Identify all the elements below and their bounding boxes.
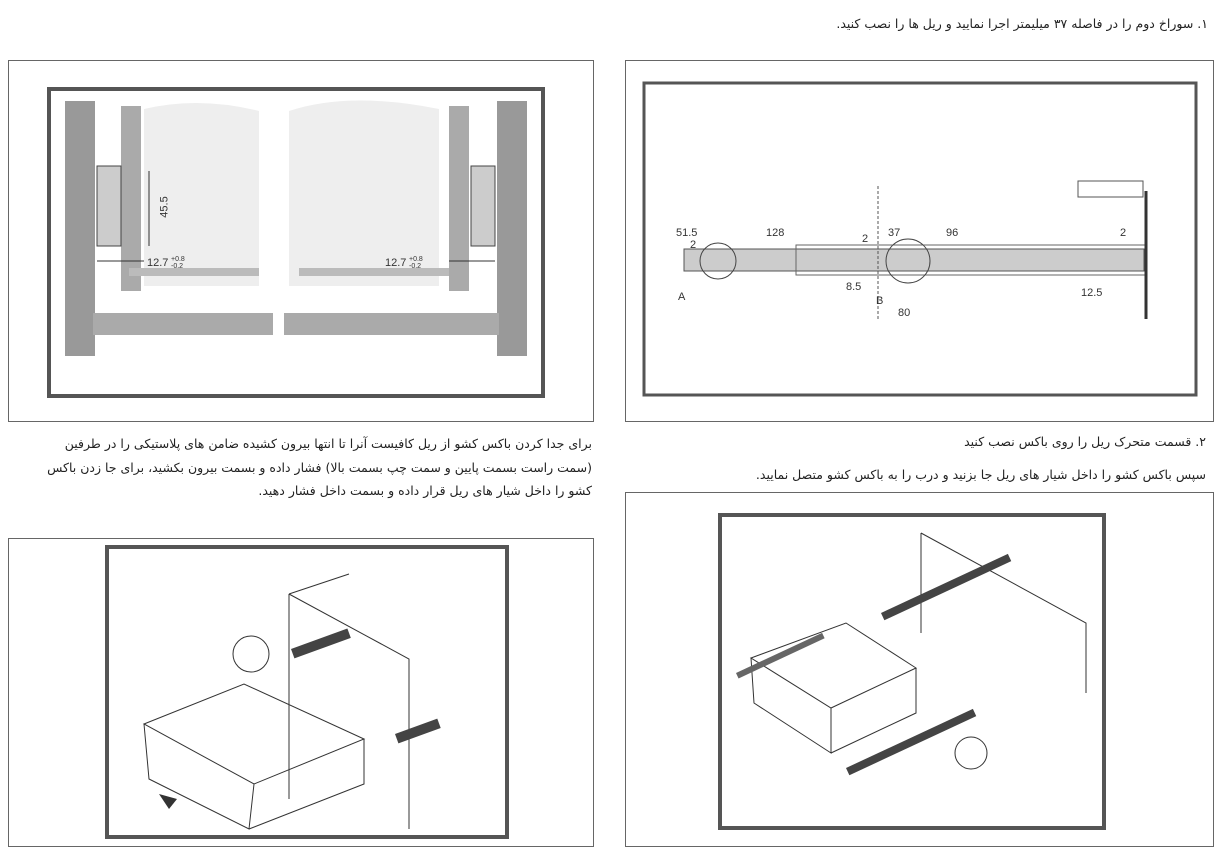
drawer-removal-illustration [8,538,594,847]
dim-51-5: 51.5 [676,227,698,239]
rail-installation-illustration [625,492,1214,847]
step2-body: سپس باکس کشو را داخل شیار های ریل جا بزنید و درب را به باکس کشو متصل نمایید. [755,467,1206,482]
offset-left-tolerance [171,256,185,270]
offset-left-dim: 12.7 [147,257,169,269]
dim-8-5: 8.5 [846,281,862,293]
step2-title: ۲. قسمت متحرک ریل را روی باکس نصب کنید [964,434,1206,449]
offset-right-dim: 12.7 [385,257,407,269]
dim-80: 80 [898,307,911,319]
tolerance-minus: -0.2 [171,263,184,270]
removal-line-1: برای جدا کردن باکس کشو از ریل کافیست آنرا تا انتها بیرون کشیده ضامن های پلاستیکی را در طرفین [64,436,592,451]
point-a: A [678,291,686,303]
rail-dimension-diagram [625,60,1214,422]
tolerance-minus: -0.2 [409,263,422,270]
dim-2-right: 2 [1120,227,1127,239]
point-b: B [876,295,884,307]
removal-line-3: کشو را داخل شیار های ریل قرار داده و بسمت داخل فشار دهید. [258,483,592,498]
dim-128: 128 [766,227,785,239]
dim-2-mid: 2 [862,233,869,245]
dim-37: 37 [888,227,901,239]
removal-line-2: (سمت راست بسمت پایین و سمت چپ بسمت بالا) فشار داده و بسمت بیرون بکشید، برای جا زدن باکس [47,459,592,475]
tolerance-plus: +0.8 [409,256,423,263]
offset-right-tolerance [409,256,423,270]
removal-instructions [47,432,592,503]
tolerance-plus: +0.8 [171,256,185,263]
dim-2-left: 2 [690,239,697,251]
height-dim: 45.5 [158,196,171,218]
step1-text: ۱. سوراخ دوم را در فاصله ۳۷ میلیمتر اجرا نمایید و ریل ها را نصب کنید. [836,16,1208,31]
dim-12-5: 12.5 [1081,287,1103,299]
cabinet-section-diagram [8,60,594,422]
dim-96: 96 [946,227,959,239]
